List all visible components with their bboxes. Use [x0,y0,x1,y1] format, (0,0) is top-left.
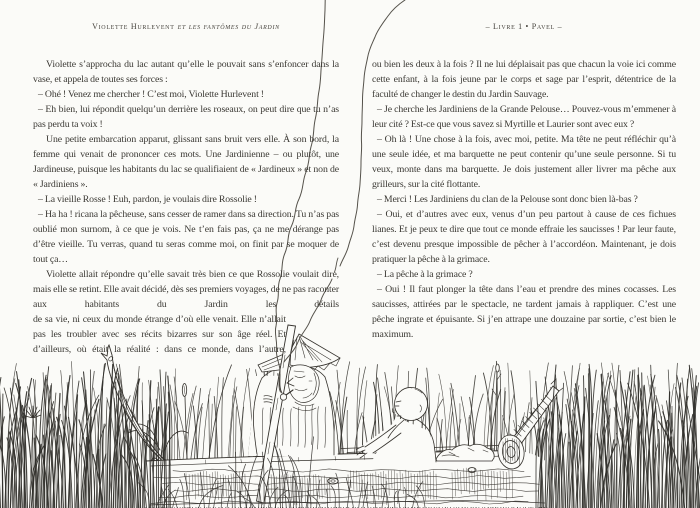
dialogue-line: – Ohé ! Venez me chercher ! C’est moi, Violette Hurlevent ! [38,89,264,100]
dialogue-line: – Eh bien, lui répondit quelqu’un derrière les roseaux, on peut dire que tu n’as pas perdu ta voix ! [33,104,339,130]
paragraph: Une petite embarcation apparut, glissant sans bruit vers elle. À son bord, la femme qui venait de prononcer ces mots. Une Jardinienne – ou plutôt, une Jardineuse, puisque les habitants du lac se qualifiaient de « Jardineux » et non de « Jardiniens ». [33,134,339,190]
dialogue-line: – Oh là ! Une chose à la fois, avec moi, petite. Ma tête ne peut réfléchir qu’à une seule idée, et ma barquette ne peut contenir qu’une seule personne. Si tu veux, monte dans ma barquette. Je dois justement aller livrer ma pêche aux grilleurs, sur la cité flottante. [372,134,676,190]
paragraph: Violette s’approcha du lac autant qu’elle le pouvait sans s’enfoncer dans la vase, et appela de toutes ses forces : [33,59,339,85]
right-page-text [372,57,676,342]
book-subtitle: et les fantômes du Jardin [177,22,280,31]
child-head [395,388,428,421]
book-title: Violette Hurlevent [92,22,175,31]
running-head-right: – Livre 1 • Pavel – [485,22,563,31]
paragraph: ou bien les deux à la fois ? Il ne lui déplaisait pas que chacun la voie ici comme cette enfant, à la fois jeune par le corps et sage par l’esprit, détentrice de la faculté de changer le destin du Jardin Sauvage. [372,59,676,100]
dialogue-line: – Ha ha ! ricana la pêcheuse, sans cesser de ramer dans sa direction. Tu n’as pas oublié mon surnom, à ce que je vois. Ne t’en fais pas, ça ne me dérange pas d’être vieille. Tu verras, quand tu seras comme moi, on finit par se moquer de tout ça… [33,209,339,265]
running-head-left [33,22,339,31]
dialogue-line: – Je cherche les Jardiniens de la Grande Pelouse… Pouvez-vous m’emmener à leur cité ? Est-ce que vous savez si Myrtille et Laurier sont avec eux ? [372,104,676,130]
dialogue-line: – Merci ! Les Jardiniens du clan de la Pelouse sont donc bien là-bas ? [377,194,638,205]
dialogue-line: – Oui ! Il faut plonger la tête dans l’eau et prendre des mines cocasses. Les saucisses, attirées par le spectacle, ne tardent jamais à rappliquer. C’est une pêche ingrate et épuisante. Si j’en attrape une douzaine par sortie, c’est bien le maximum. [372,284,676,340]
woman-hand-on-pole [264,395,274,404]
dialogue-line: – Oui, et d’autres avec eux, venus d’un peu partout à cause de ces fichues lianes. Et je peux te dire que tout ce monde effraie les saucisses ! Par leur faute, c’est devenu presque impossible de pêcher à l’accordéon. Maintenant, je dois pratiquer la pêche à la grimace. [372,209,676,265]
dialogue-line: – La pêche à la grimace ? [377,269,473,280]
woman-face [288,365,319,403]
paragraph: Violette allait répondre qu’elle savait très bien ce que Rossolie voulait dire, mais elle se retint. Elle avait décidé, dès ses premiers voyages, de ne pas raconter aux habitants du Jardin les détails [33,269,339,310]
paragraph-wrapped-around-smoke: de sa vie, ni ceux du monde étrange d’où elle venait. Elle n’allait pas les troubler avec ses récits bizarres sur son âge réel. Et d’ailleurs, où était la réalité : dans ce monde, dans l’autre, [33,314,286,355]
dialogue-line: – La vieille Rosse ! Euh, pardon, je voulais dire Rossolie ! [38,194,257,205]
left-page-text [33,57,339,357]
